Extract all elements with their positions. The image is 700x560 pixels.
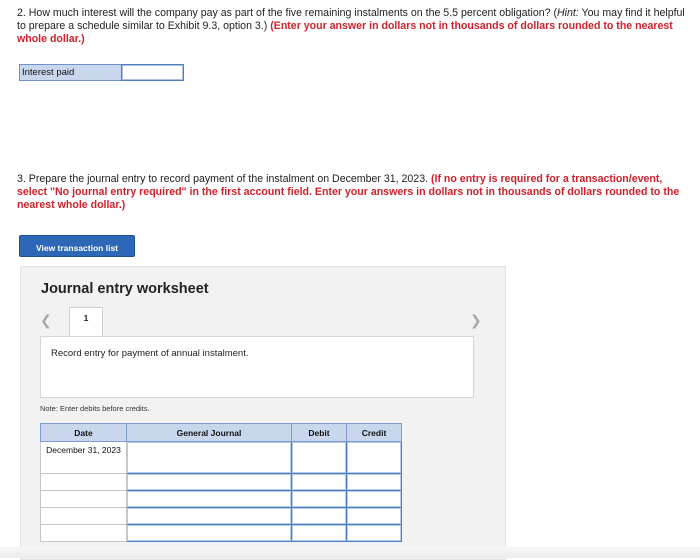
question-2-text: 2. How much interest will the company pay as part of the five remaining instalments on the 5.5 percent obligation? (Hint: You may find it helpful to prepare a schedule similar to Exhibit 9.3, option 3.) (Enter your answer in dollars not in thousands of dollars rounded to the nearest whole dollar.) [17,7,685,46]
credit-column-header: Credit [347,424,402,442]
chevron-left-icon[interactable]: ❮ [40,312,52,328]
credit-field[interactable] [347,508,402,525]
credit-field[interactable] [347,491,402,508]
debit-field[interactable] [292,525,347,542]
account-field[interactable] [127,508,292,525]
entry-description-box [40,336,474,398]
date-column-header: Date [41,424,127,442]
question-3-text: 3. Prepare the journal entry to record payment of the instalment on December 31, 2023. (If no entry is required for a transaction/event, select "No journal entry required" in the first account field. Enter your answers in dollars not in thousands of dollars rounded to the nearest whole dollar.) [17,173,680,212]
account-field[interactable] [127,525,292,542]
debit-field[interactable] [292,474,347,491]
interest-paid-input[interactable] [121,64,184,81]
debit-field[interactable] [292,491,347,508]
entry-description: Record entry for payment of annual instalment. [51,348,249,359]
journal-date-cell [41,525,127,542]
general-journal-column-header: General Journal [127,424,292,442]
debit-column-header: Debit [292,424,347,442]
account-field[interactable] [127,442,292,474]
journal-date-cell [41,491,127,508]
chevron-right-icon[interactable]: ❯ [470,312,482,328]
journal-entry-worksheet [20,266,506,560]
journal-row [41,442,402,474]
credit-field[interactable] [347,442,402,474]
view-transaction-list-button[interactable]: View transaction list [19,235,135,257]
debit-field[interactable] [292,442,347,474]
journal-row [41,525,402,542]
credit-field[interactable] [347,525,402,542]
journal-header-row [41,424,402,442]
worksheet-title: Journal entry worksheet [41,281,209,297]
worksheet-page-tab-1[interactable]: 1 [69,307,103,336]
journal-row [41,491,402,508]
journal-row [41,474,402,491]
page-bottom-edge [0,547,700,558]
account-field[interactable] [127,491,292,508]
journal-row [41,508,402,525]
journal-table [40,423,402,542]
journal-date-cell [41,474,127,491]
interest-paid-label: Interest paid [19,64,123,81]
debit-field[interactable] [292,508,347,525]
journal-date-cell: December 31, 2023 [41,442,127,474]
credit-field[interactable] [347,474,402,491]
debit-credit-note: Note: Enter debits before credits. [40,404,150,413]
account-field[interactable] [127,474,292,491]
interest-paid-row [19,64,184,81]
journal-date-cell [41,508,127,525]
